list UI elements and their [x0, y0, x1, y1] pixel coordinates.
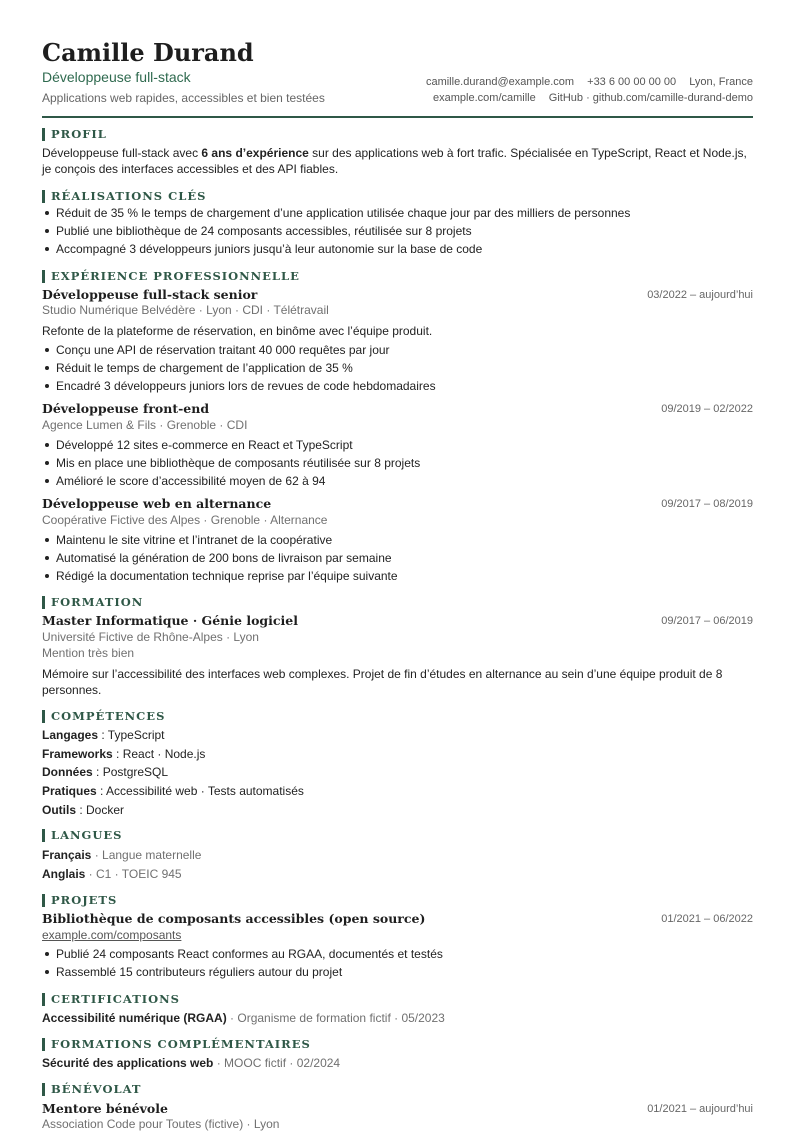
volunteer-dates: 01/2021 – aujourd’hui: [647, 1103, 753, 1115]
skill-row: [42, 727, 165, 743]
contact-phone[interactable]: +33 6 00 00 00 00: [587, 76, 677, 88]
job-meta: Coopérative Fictive des Alpes · Grenoble · Alternance: [42, 513, 328, 527]
project-name: Bibliothèque de composants accessibles (open source): [42, 911, 426, 926]
skill-label: Frameworks: [42, 747, 113, 761]
list-item: Publié 24 composants React conformes au RGAA, documentés et testés: [42, 945, 443, 963]
achievements-list: [42, 204, 630, 258]
job-meta: Studio Numérique Belvédère · Lyon · CDI · Télétravail: [42, 303, 329, 317]
degree-honors: Mention très bien: [42, 646, 135, 660]
language-row: [42, 866, 182, 882]
section-title-profile: PROFIL: [42, 128, 107, 141]
skill-row: [42, 764, 168, 780]
skill-row: [42, 783, 304, 799]
section-title-volunteering: BÉNÉVOLAT: [42, 1083, 141, 1096]
skill-label: Outils: [42, 803, 77, 817]
skill-label: Pratiques: [42, 784, 97, 798]
list-item: Automatisé la génération de 200 bons de livraison par semaine: [42, 549, 398, 567]
job-title: Développeuse front-end: [42, 401, 210, 416]
resume-header: [42, 36, 753, 118]
candidate-tagline: Applications web rapides, accessibles et bien testées: [42, 91, 325, 105]
list-item: Rédigé la documentation technique reprise par l’équipe suivante: [42, 567, 398, 585]
section-title-training: FORMATIONS COMPLÉMENTAIRES: [42, 1038, 311, 1051]
project-link[interactable]: example.com/composants: [42, 928, 182, 942]
certification-row: [42, 1010, 445, 1026]
training-row: [42, 1055, 340, 1071]
section-title-languages: LANGUES: [42, 829, 122, 842]
contact-line-2: [433, 92, 753, 104]
training-detail: · MOOC fictif · 02/2024: [213, 1056, 341, 1070]
contact-github[interactable]: GitHub · github.com/camille-durand-demo: [548, 92, 753, 104]
job-title: Développeuse full-stack senior: [42, 287, 258, 302]
section-title-projects: PROJETS: [42, 894, 117, 907]
list-item: Réduit le temps de chargement de l’application de 35 %: [42, 359, 436, 377]
language-row: [42, 847, 201, 863]
skill-value: : TypeScript: [98, 728, 165, 742]
section-title-experience: EXPÉRIENCE PROFESSIONNELLE: [42, 270, 300, 283]
list-item: Développé 12 sites e-commerce en React et TypeScript: [42, 436, 420, 454]
job-summary: Refonte de la plateforme de réservation, en binôme avec l’équipe produit.: [42, 324, 433, 338]
job-bullets: [42, 436, 420, 490]
degree-description: Mémoire sur l’accessibilité des interfaces web complexes. Projet de fin d’études en alternance au sein d’une équipe produit de 8 personnes.: [42, 667, 723, 697]
section-title-certifications: CERTIFICATIONS: [42, 993, 180, 1006]
contact-location: Lyon, France: [689, 76, 753, 88]
profile-text-end: sur des applications web à fort trafic. Spécialisée en TypeScript, React et Node.js, je conçois des interfaces accessibles et des API fiables.: [42, 146, 747, 176]
list-item: Conçu une API de réservation traitant 40 000 requêtes par jour: [42, 341, 436, 359]
skill-label: Langages: [42, 728, 99, 742]
skill-value: : React · Node.js: [112, 747, 206, 761]
list-item: Publié une bibliothèque de 24 composants accessibles, réutilisée sur 8 projets: [42, 222, 630, 240]
job-bullets: [42, 531, 398, 585]
certification-name: Accessibilité numérique (RGAA): [42, 1011, 227, 1025]
contact-email[interactable]: camille.durand@example.com: [425, 76, 575, 88]
section-title-education: FORMATION: [42, 596, 143, 609]
skill-value: : PostgreSQL: [92, 765, 169, 779]
job-dates: 03/2022 – aujourd’hui: [647, 289, 753, 301]
degree-dates: 09/2017 – 06/2019: [661, 615, 753, 627]
contact-website[interactable]: example.com/camille: [433, 92, 536, 104]
language-level: · Langue maternelle: [91, 848, 202, 862]
list-item: Accompagné 3 développeurs juniors jusqu’à leur autonomie sur la base de code: [42, 240, 630, 258]
skill-value: : Accessibilité web · Tests automatisés: [96, 784, 304, 798]
list-item: Encadré 3 développeurs juniors lors de revues de code hebdomadaires: [42, 377, 436, 395]
skill-row: [42, 746, 205, 762]
skill-row: [42, 802, 124, 818]
project-bullets: [42, 945, 443, 981]
job-dates: 09/2017 – 08/2019: [661, 498, 753, 510]
volunteer-role: Mentore bénévole: [42, 1101, 168, 1116]
contact-line-1: [426, 76, 753, 88]
profile-text-start: Développeuse full-stack avec: [42, 146, 202, 160]
list-item: Amélioré le score d’accessibilité moyen de 62 à 94: [42, 472, 420, 490]
volunteer-org: Association Code pour Toutes (fictive) · Lyon: [42, 1117, 280, 1131]
resume-page: [42, 36, 753, 1131]
section-title-achievements: RÉALISATIONS CLÉS: [42, 190, 206, 203]
profile-text-strong: 6 ans d’expérience: [201, 146, 309, 160]
candidate-role: Développeuse full-stack: [42, 69, 191, 85]
candidate-name: Camille Durand: [42, 38, 254, 67]
section-title-skills: COMPÉTENCES: [42, 710, 165, 723]
skill-label: Données: [42, 765, 93, 779]
profile-text: [42, 145, 753, 177]
training-name: Sécurité des applications web: [42, 1056, 214, 1070]
school-name: Université Fictive de Rhône-Alpes · Lyon: [42, 630, 259, 644]
skill-value: : Docker: [76, 803, 125, 817]
degree-title: Master Informatique · Génie logiciel: [42, 613, 298, 628]
list-item: Maintenu le site vitrine et l’intranet de la coopérative: [42, 531, 398, 549]
list-item: Rassemblé 15 contributeurs réguliers autour du projet: [42, 963, 443, 981]
job-title: Développeuse web en alternance: [42, 496, 272, 511]
list-item: Mis en place une bibliothèque de composants réutilisée sur 8 projets: [42, 454, 420, 472]
project-dates: 01/2021 – 06/2022: [661, 913, 753, 925]
job-dates: 09/2019 – 02/2022: [661, 403, 753, 415]
language-name: Français: [42, 848, 92, 862]
job-bullets: [42, 341, 436, 395]
language-level: · C1 · TOEIC 945: [85, 867, 182, 881]
job-meta: Agence Lumen & Fils · Grenoble · CDI: [42, 418, 248, 432]
certification-detail: · Organisme de formation fictif · 05/2023: [226, 1011, 445, 1025]
language-name: Anglais: [42, 867, 86, 881]
list-item: Réduit de 35 % le temps de chargement d’une application utilisée chaque jour par des milliers de personnes: [42, 204, 630, 222]
